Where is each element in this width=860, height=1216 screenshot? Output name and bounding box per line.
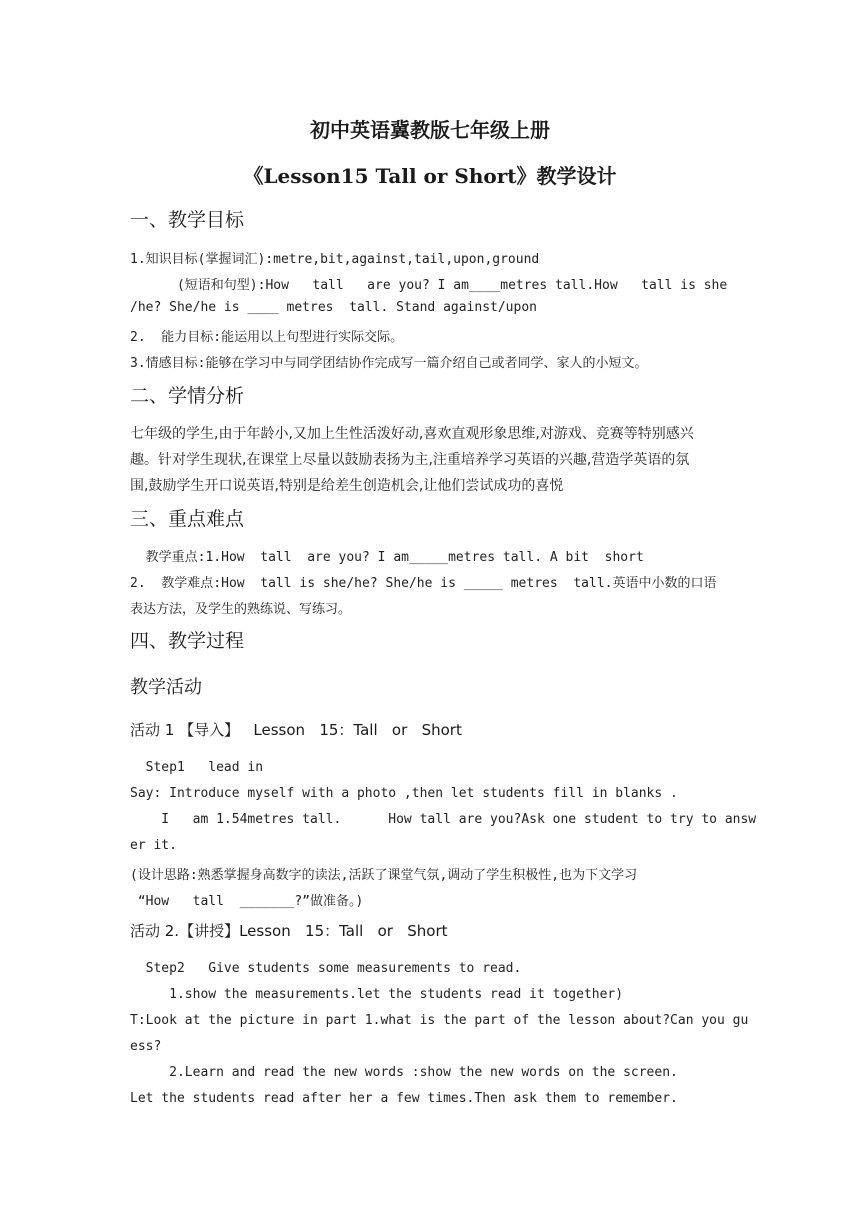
objective-line: 1.知识目标(掌握词汇):metre,bit,against,tail,upon,ground [130, 252, 540, 267]
objective-line: /he? She/he is ____ metres tall. Stand against/upon [130, 300, 537, 315]
activity-1-line: Step1 lead in [130, 760, 264, 775]
document-subtitle: 《Lesson15 Tall or Short》教学设计 [243, 164, 617, 188]
teaching-activities-heading: 教学活动 [130, 677, 202, 698]
activity-1-line: (设计思路:熟悉掌握身高数字的读法,活跃了课堂气氛,调动了学生积极性,也为下文学习 [130, 868, 638, 883]
objective-line: 3.情感目标:能够在学习中与同学团结协作完成写一篇介绍自己或者同学、家人的小短文。 [130, 356, 648, 371]
document-title: 初中英语冀教版七年级上册 [310, 118, 550, 142]
activity-2-line: T:Look at the picture in part 1.what is the part of the lesson about?Can you gu [130, 1013, 749, 1028]
activity-1-line: Say: Introduce myself with a photo ,then let students fill in blanks . [130, 786, 678, 801]
key-point-line: 表达方法，及学生的熟练说、写练习。 [130, 602, 352, 617]
key-point-line: 2. 教学难点:How tall is she/he? She/he is _____ metres tall.英语中小数的口语 [130, 576, 717, 591]
objective-line: 2. 能力目标:能运用以上句型进行实际交际。 [130, 330, 404, 345]
analysis-line: 七年级的学生,由于年龄小,又加上生性活泼好动,喜欢直观形象思维,对游戏、竞赛等特别感兴 [130, 426, 694, 442]
section-heading-objectives: 一、教学目标 [130, 209, 245, 231]
activity-2-heading: 活动 2.【讲授】Lesson 15：Tall or Short [130, 922, 448, 940]
activity-1-heading: 活动 1 【导入】 Lesson 15：Tall or Short [130, 721, 462, 739]
activity-2-line: 1.show the measurements.let the students read it together) [130, 987, 624, 1002]
objective-line: (短语和句型):How tall are you? I am____metres tall.How tall is she [130, 278, 728, 293]
activity-2-line: 2.Learn and read the new words :show the new words on the screen. [130, 1065, 678, 1080]
activity-2-line: Step2 Give students some measurements to read. [130, 961, 522, 976]
activity-1-line: “How tall _______?”做准备。) [130, 894, 364, 909]
section-heading-key-points: 三、重点难点 [130, 508, 245, 530]
section-heading-process: 四、教学过程 [130, 630, 245, 652]
section-heading-analysis: 二、学情分析 [130, 385, 245, 407]
activity-2-line: ess? [130, 1039, 162, 1054]
activity-1-line: er it. [130, 838, 177, 853]
activity-2-line: Let the students read after her a few times.Then ask them to remember. [130, 1091, 678, 1106]
key-point-line: 教学重点:1.How tall are you? I am_____metres tall. A bit short [130, 550, 644, 565]
analysis-line: 趣。针对学生现状,在课堂上尽量以鼓励表扬为主,注重培养学习英语的兴趣,营造学英语的氛 [130, 452, 690, 468]
analysis-line: 围,鼓励学生开口说英语,特别是给差生创造机会,让他们尝试成功的喜悦 [130, 478, 564, 494]
activity-1-line: I am 1.54metres tall. How tall are you?Ask one student to try to answ [130, 812, 757, 827]
